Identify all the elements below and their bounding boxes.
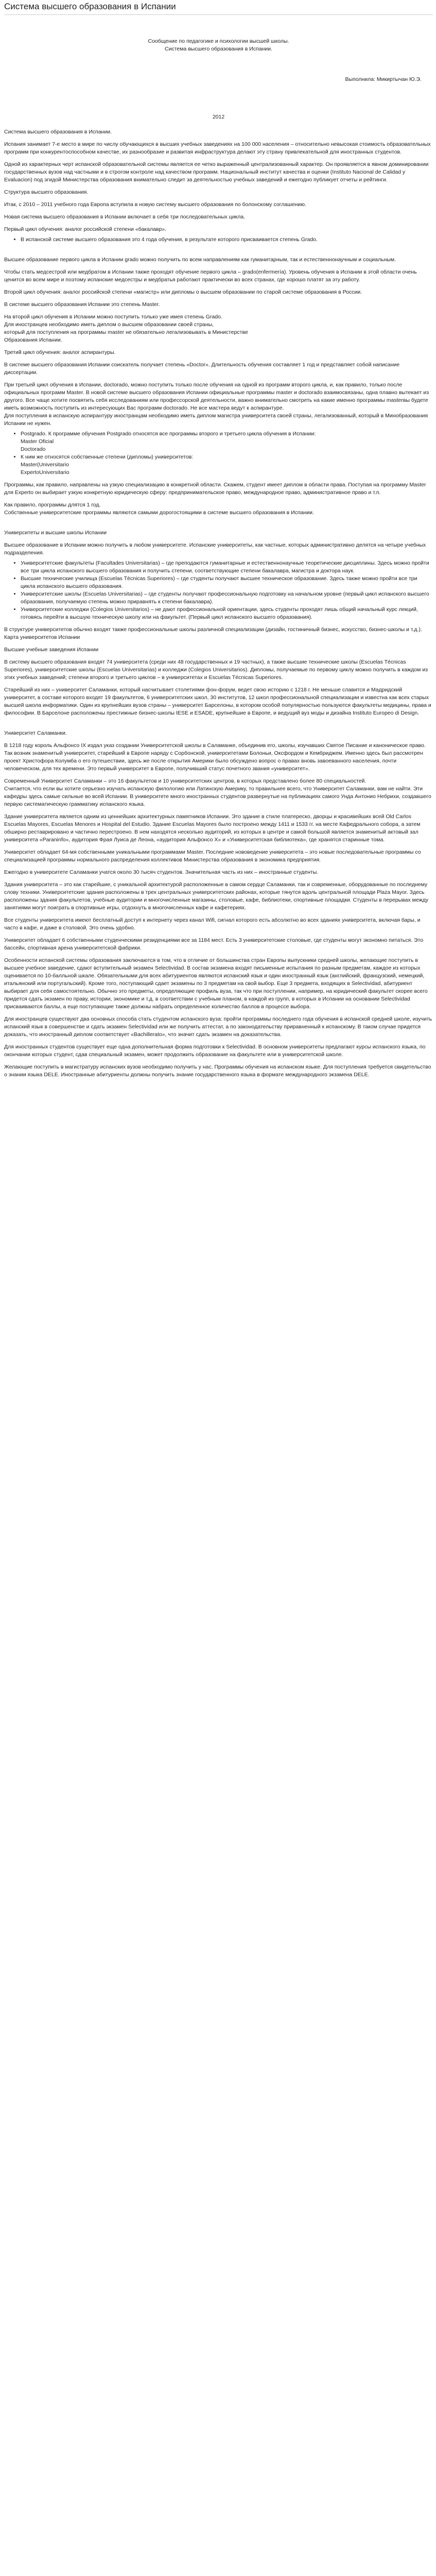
paragraph: Чтобы стать медсестрой или медбратом в Испании также проходят обучение первого цикла – grado(enfermería). Уровень обучения в Испании в этой области очень ценится во всем мире и поэтому испанские медсестры и медбратья работают практически во всех странах, где хорошо платят за эту работу. [4, 269, 417, 283]
paragraph: Новая система высшего образования в Испании включает в себя три последовательных цикла. [4, 214, 246, 220]
paragraph: Одной из характерных черт испанской образовательной системы является ее четко выраженный централизованный характер. Он проявляется в явном доминировании государственных вузов над частными и в строгом контроле над качеством программ. Национальный институт качества и оценки (Instituto Nacional de Calidad y Evaluacion) под эгидой Министерства образования внимательно следит за деятельностью учебных заведений и ежегодно публикует отчеты и рейтинги. [4, 161, 429, 183]
paragraph: В структуре университетов обычно входят также профессиональные школы различной специализации (дизайн, гостиничный бизнес, искусство, бизнес-школы и т.д.). Карта университетов Испании [4, 626, 422, 640]
paragraph: Итак, с 2010 – 2011 учебного года Европа вступила в новую систему высшего образования по болонскому соглашению. [4, 201, 306, 208]
bullet-list-item: • Postgrado. К программе обучения Postgrado относятся все программы второго и третьего цикла обучения в Испании: Master Oficial Doctorado [21, 430, 433, 453]
subtitle-line-2: Система высшего образования в Испании. [165, 46, 272, 52]
bullet-list-item: • В испанской системе высшего образования это 4 года обучения, в результате которого присваивается степень Grado. [21, 236, 433, 244]
paragraph: Университеты и высшие школы Испании [4, 530, 107, 536]
paragraph: Третий цикл обучения: аналог аспирантуры. [4, 349, 116, 355]
paragraph: Испания занимает 7-е место в мире по числу обучающихся в высших учебных заведениях на 100 000 населения – относительно невысокая стоимость образовательных программ при конкурентоспособном качестве, их разнообразие и развитая инфраструктура делают эту страну привлекательной для иностранных студентов. [4, 141, 431, 155]
subtitle-line-1: Сообщение по педагогике и психологии высшей школы. [148, 38, 289, 44]
paragraph: В 1218 году король Альфонсо IX издал указ создании Университетской школы в Саламанке, объединив его, школы, изучавших Святое Писание и каноническое право. Так возник знаменитый университет, старейший в Европе наряду с Сорбонской, университетами Болоньи, Оксфордом и Кембриджем. Именно здесь был рассмотрен проект Христофора Колумба о его путешествии, здесь же после открытия Америки было обсуждено вопрос о правах вновь завоеванного населения, почти человеческом, для тех времени. Это первый университет в Европе, получивший статус почетного звания «университет». [4, 742, 426, 772]
paragraph: Желающие поступить в магистратуру испанских вузов необходимо получить у нас. Программы обучения на испанском языке. Для поступления требуется свидетельство о знании языка DELE. Иностранные абитуриенты должны получить знание государственного языка в формате международного экзамена DELE. [4, 1064, 431, 1078]
paragraph: Здание университета является одним из ценнейших архитектурных памятников Испании. Это здание в стиле платереско, дворцы и красивейших всей Old Carlos Escuelas Mayores, Escuelas Menores и Hospital del Estudio. Здание Escuelas Mayores было построено между 1411 и 1533 гг. на месте Кафедрального собора, а затем обширно реставрировано и частично перестроено. В нем находятся несколько аудиторий, из которых в центре и самой большой является знаменитый актовый зал университета «Paraninfo», аудитория Фрая Луиса де Леона, «аудитория Альфонсо X» и «Университетская библиотека», где хранятся старинные тома. [4, 814, 421, 843]
paragraph: Как правило, программы длятся 1 год. Собственные университетские программы являются самыми дорогостоящими в системе высшего образования в Испании. [4, 502, 314, 516]
document-body [4, 128, 433, 1079]
paragraph: Для иностранных студентов существует еще одна дополнительная форма подготовки к Selectividad. В основном университеты предлагают курсы испанского языка, по окончании которых студент, сдав специальный экзамен, может продолжить образование на факультете или в университетской школе. [4, 1044, 426, 1058]
paragraph: Структура высшего образования. [4, 189, 89, 195]
year-line: 2012 [212, 114, 225, 120]
bullet-list-item: • К ним же относятся собственные степени (дипломы) университетов: Master(Universitario ExpertoUniversitario [21, 453, 433, 477]
paragraph: Система высшего образования в Испании. [4, 129, 112, 135]
bullet-list-item: • Университетские колледжи (Colegios Universitarios) – не дают профессиональной ориентации, здесь студенты проходят лишь общий начальный курс лекций, готовясь перейти в высшую техническую школу или на факультет. (Первый цикл испанского высшего образования). [21, 606, 433, 621]
paragraph: Особенности испанской системы образования заключаются в том, что в отличие от большинства стран Европы выпускники средней школы, желающие поступить в высшее учебное заведение, сдают вступительный экзамен Selectividad. В состав экзамена входят письменные испытания по разным предметам, каждое из которых оценивается по 10-балльной шкале. Обязательными для всех абитуриентов являются испанский язык и один иностранный язык (английский, французский, немецкий, итальянский или португальский). Кроме того, поступающий сдает экзамены по 3 предметам на свой выбор. Еще 3 предмета, входящих в Selectividad, абитуриент выбирает для себя самостоятельно. Обычно это предметы, определяющие профиль вуза, так что при поступлении, например, на юридический факультет скорее всего придется сдать экзамен по праву, истории, экономике и т.д. в соответствии с учебным планом, в каждой из групп, в которых в Испании на основании Selectividad присваиваются баллы, а еще поступающие также должны набрать определенное количество баллов в процессе выбора. [4, 957, 428, 1010]
bullet-list [4, 560, 433, 621]
paragraph: Старейший из них – университет Саламанки, который насчитывает столетиями фон-форум, ведет свою историю с 1218 г. Не меньше славится и Мадридский университет, в составе которого входят 19 факультетов, 6 университетских школ, 30 институтов, 12 школ профессиональной специализации и известна как всех старых высшей школа информатики. Один из крупнейших вузов страны – университет Барселоны, в котором особой популярностью пользуются факультеты медицины, права и философии. В Барселоне расположены престижные бизнес-школы IESE и ESADE, крупнейшие в Европе, и ведущий вуз моды и дизайна Instituto Europeo di Design. [4, 687, 431, 716]
paragraph: Высшие учебные заведения Испании [4, 647, 99, 653]
paragraph: Второй цикл обучения: аналог российской степени «магистр» или дипломы о высшем образовании по старой системе образования в России. [4, 289, 362, 295]
paragraph: Университет обладает 6 собственными студенческими резиденциями все за 1184 мест. Есть 3 университетские столовые, где студенты могут экономно питаться. Это бассейн, спортивная арена университетской фабрики. [4, 937, 424, 951]
bullet-list [4, 236, 433, 244]
paragraph: В систему высшего образования входят 74 университета (среди них 48 государственных и 19 частных), а также высшие технические школы (Escuelas Técnicas Superiores), университетские школы (Escuelas Universitarias) и колледжи (Colegios Universitarios). Дипломы, получаемые по первому циклу можно получить в каждом из этих учебных заведений; степени второго и третьего циклов – в университетах и Escuelas Técnicas Superiores. [4, 659, 428, 681]
paragraph: В системе высшего образования Испании это степень Master. [4, 301, 160, 308]
paragraph: Ежегодно в университете Саламанки учатся около 30 тысяч студентов. Значительная часть из них – иностранные студенты. [4, 869, 319, 875]
bullet-list-item: • Высшие технические училища (Escuelas Técnicas Superiores) – где студенты получают высшее техническое образование. Здесь также можно пройти все три цикла испанского высшего образования. [21, 575, 433, 590]
bullet-list-item: • Университетские школы (Escuelas Universitarias) – где студенты получают профессиональную подготовку на начальном уровне (первый цикл испанского высшего образования, получаемую степень можно приравнять к степени бакалавра). [21, 590, 433, 606]
paragraph: Программы, как правило, направлены на узкую специализацию в конкретной области. Скажем, студент имеет диплом в области права. Поступая на программу Master для Experto он выбирает узкую конкретную юридическую сферу: предпринимательское право, международное право, административное право и т.п. [4, 482, 426, 496]
paragraph: Высшее образование в Испании можно получить в любом университете. Испанские университеты, как частные, которых административно делятся на четыре учебных подразделения. [4, 542, 426, 556]
paragraph: Первый цикл обучения: аналог российской степени «бакалавр». [4, 226, 167, 232]
paragraph: В системе высшего образования Испании соискатель получает степень «Doctor». Длительность обучения составляет 1 год и представляет собой написание диссертации. [4, 362, 400, 376]
paragraph: Университет обладает 64-мя собственными уникальными программами Master. Последние нововедение университета – это новые последовательные программы со специализацией программы нормального распределения коллективов Министерства образования в экономика предприятия. [4, 849, 421, 863]
paragraph: Все студенты университета имеют бесплатный доступ к интернету через канал Wifi, сигнал которого есть абсолютно во всех зданиях университета, включая бары, и часто в кафе, и даже в столовой. Это очень удобно. [4, 917, 421, 931]
bullet-list-item: • Университетские факультеты (Facultades Universitarias) – где преподаются гуманитарные и естественнонаучные теоретические дисциплины. Здесь можно пройти все три цикла испанского высшего образования и получить степени, соответствующие степени бакалавра, магистра и доктора наук. [21, 560, 433, 575]
paragraph: Для иностранцев существуют два основных способа стать студентом испанского вуза: пройти программы последнего года обучения в испанской средней школе, изучить испанский язык в совершенстве и сдать экзамен Selectividad или же получить аттестат, а по законодательству приравненный к испанскому. В таком случае придется доказать, что иностранный диплом соответствует «Bachillerato», что значит сдать экзамен на доказательства. [4, 1016, 432, 1038]
bullet-list [4, 430, 433, 477]
paragraph: Университет Саламанки. [4, 730, 67, 736]
paragraph: Здания университета – это как старейшие, с уникальной архитектурой расположенные в самом сердце Саламанки, так и современные, оборудованные по последнему слову техники. Университетские здания расположены в трех центральных университетских районах, которые тянутся вдоль центральной площади Plaza Mayor. Здесь расположены здания факультетов, учебные аудитории и многочисленные магазины, столовые, кафе, библиотеки, спортивные площадки. Студенты в перерывах между занятиями могут поиграть в спортивные игры, отдохнуть в многочисленных кафе и кафетериях. [4, 882, 428, 911]
author-line: Выполнила: Микиртычан Ю.Э. [345, 76, 422, 82]
paragraph: Высшее образование первого цикла в Испании grado можно получить по всем направлениям как гуманитарным, так и естественнонаучным и социальным. [4, 257, 396, 263]
document-title: Система высшего образования в Испании [4, 1, 433, 15]
document-page [0, 0, 436, 1079]
paragraph: Современный Университет Саламанки – это 16 факультетов и 10 университетских центров, в которых представлено более 80 специальностей. Считается, что если вы хотите серьезно изучать испанскую филологию или Латинскую Америку, то правильнее всего, что Университет Саламанки, вам не найти. Эти кафедры здесь самые сильные во всей Испании. В университете много иностранных студентов развернутые на публикациях самого Унда Антонио Небрихи, создавшего первую систематическую грамматику испанского языка. [4, 778, 431, 807]
paragraph: На второй цикл обучения в Испании можно поступить только уже имея степень Grado. Для иностранцев необходимо иметь диплом о высшем образовании своей страны, который для поступления на программы master не обязательно легализовывать в Министерстве Образования Испании. [4, 314, 248, 343]
paragraph: При третьей цикл обучения в Испании, doctorado, можно поступить только после обучения на одной из программ второго цикла, и, как правило, только после официальных программ Master. В новой системе высшего образования Испании официальные программы master и doctorado взаимосвязаны, одна плавно вытекает из другого. Все чаще хотите посвятить себя исследованиям или профессорской деятельности, важно внимательно смотреть на какие именно программы masterвы будете иметь возможность поступить из интересующих Вас программ doctorado. Не все мастера ведут к аспирантуре. Для поступления в испанскую аспирантуру иностранцам необходимо иметь диплом магистра университета своей страны, легализованный, который в Минобразования Испании не нужен. [4, 382, 429, 427]
